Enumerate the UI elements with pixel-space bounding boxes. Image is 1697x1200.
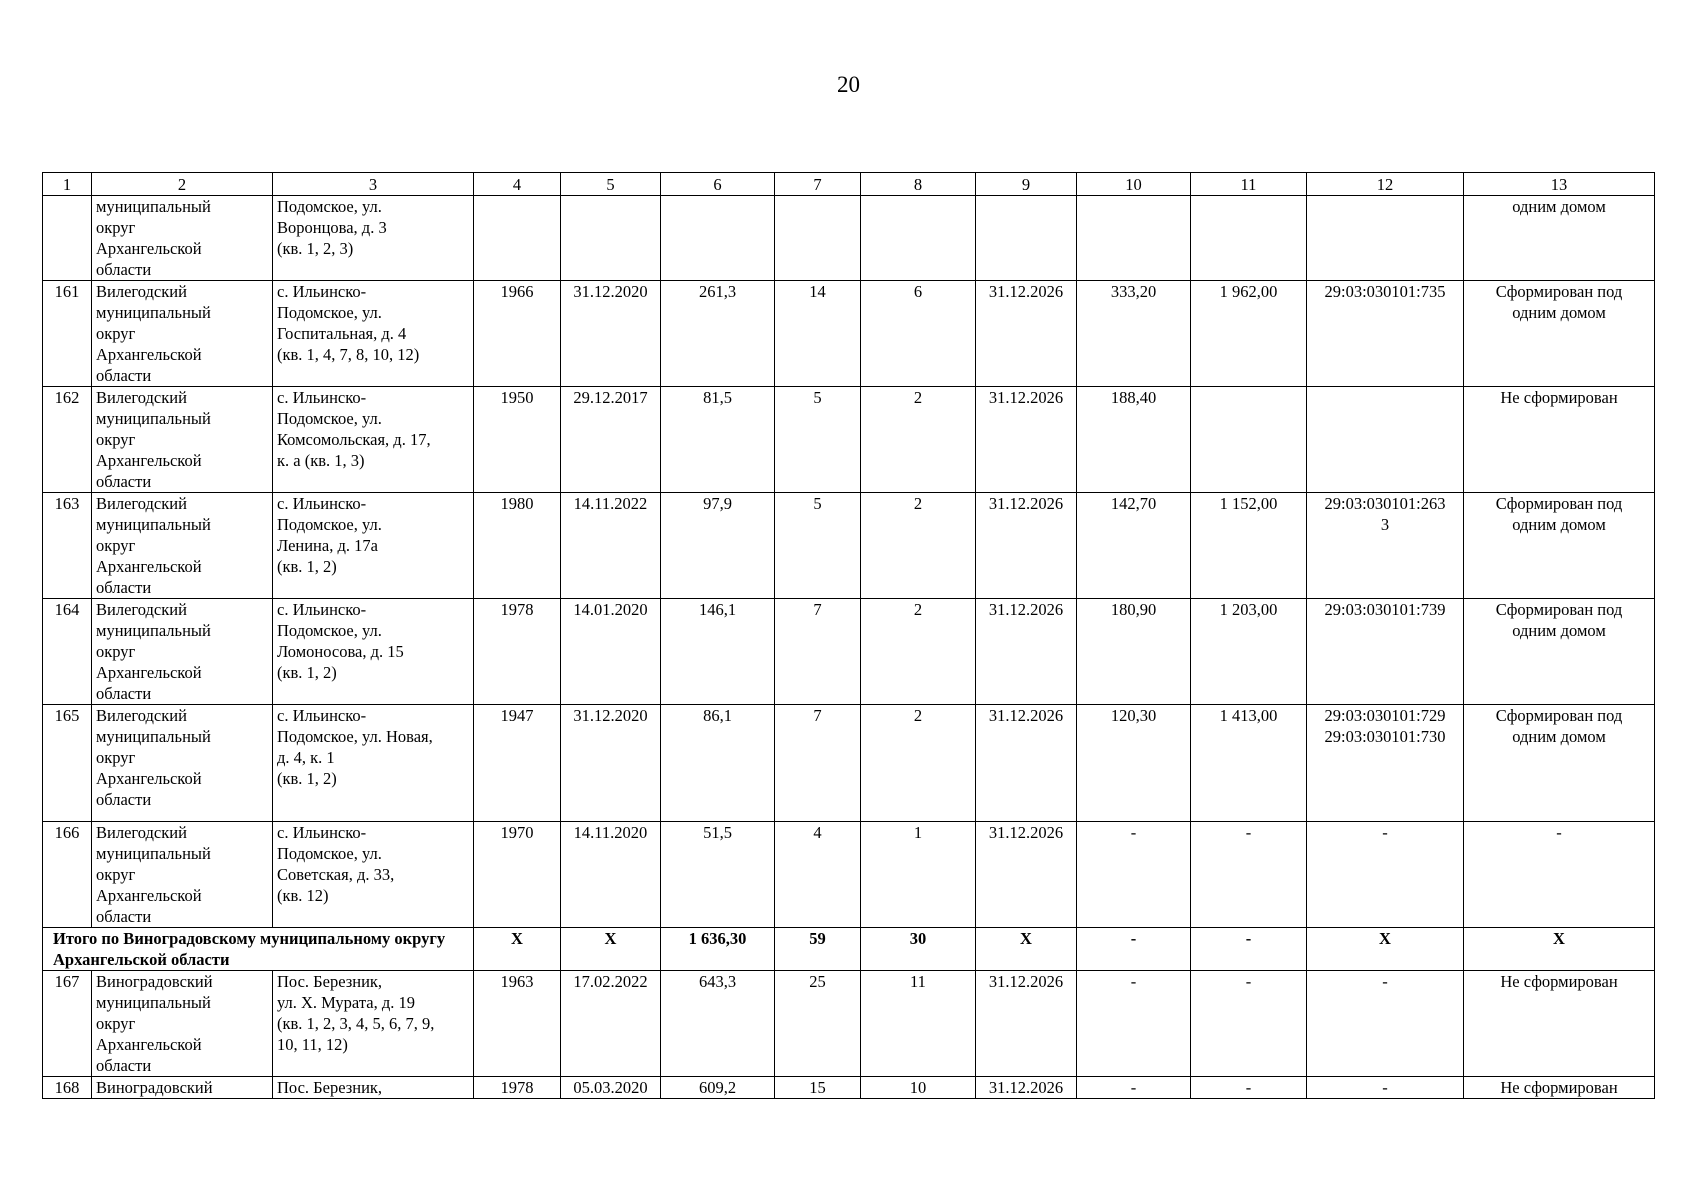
address-line: Подомское, ул. — [277, 197, 382, 216]
municipality-line: Вилегодский — [96, 706, 187, 725]
land-status — [1464, 387, 1655, 493]
table-row — [43, 971, 1655, 1077]
flats: 10 — [861, 1077, 976, 1099]
col10-value: - — [1077, 822, 1191, 928]
address-line: (кв. 1, 4, 7, 8, 10, 12) — [277, 345, 420, 364]
flats: 2 — [861, 387, 976, 493]
build-year: 1970 — [474, 822, 561, 928]
municipality-line: муниципальный — [96, 515, 211, 534]
municipality-line: Архангельской — [96, 557, 202, 576]
area: 81,5 — [661, 387, 775, 493]
municipality-line: муниципальный — [96, 409, 211, 428]
build-year: 1978 — [474, 1077, 561, 1099]
build-year: 1947 — [474, 705, 561, 822]
table-row — [43, 196, 1655, 281]
residents: 7 — [775, 599, 861, 705]
municipality-line: Вилегодский — [96, 600, 187, 619]
col11-value: 1 413,00 — [1191, 705, 1307, 822]
plan-date: 31.12.2026 — [976, 705, 1077, 822]
column-header-13: 13 — [1464, 173, 1655, 196]
land-status-line: Сформирован под — [1495, 494, 1623, 513]
cadastral-number — [1307, 971, 1464, 1077]
col11-value: - — [1191, 822, 1307, 928]
area: 146,1 — [661, 599, 775, 705]
residents — [775, 196, 861, 281]
table-row — [43, 599, 1655, 705]
build-year: 1978 — [474, 599, 561, 705]
address-line: Подомское, ул. — [277, 303, 382, 322]
residents: 25 — [775, 971, 861, 1077]
cadastral-number-line: - — [1382, 823, 1388, 842]
municipality-line: Вилегодский — [96, 388, 187, 407]
residents: 15 — [775, 1077, 861, 1099]
col11-value: - — [1191, 1077, 1307, 1099]
municipality-line: Вилегодский — [96, 823, 187, 842]
build-year: 1966 — [474, 281, 561, 387]
cadastral-number-line: 29:03:030101:263 — [1324, 494, 1446, 513]
address-line: Подомское, ул. — [277, 621, 382, 640]
land-status-line: одним домом — [1512, 621, 1606, 640]
cadastral-number-line: 3 — [1380, 515, 1390, 534]
municipality — [92, 196, 273, 281]
municipality-line: муниципальный — [96, 844, 211, 863]
col10-value: 180,90 — [1077, 599, 1191, 705]
municipality — [92, 281, 273, 387]
address — [273, 705, 474, 822]
address — [273, 822, 474, 928]
total-plan-date: X — [976, 928, 1077, 971]
column-header-12: 12 — [1307, 173, 1464, 196]
recognition-date: 14.11.2022 — [561, 493, 661, 599]
column-header-11: 11 — [1191, 173, 1307, 196]
cadastral-number — [1307, 196, 1464, 281]
cadastral-number — [1307, 387, 1464, 493]
total-cadastral-line: X — [1379, 929, 1391, 948]
land-status-line: Не сформирован — [1500, 972, 1618, 991]
total-year: X — [474, 928, 561, 971]
municipality-line: муниципальный — [96, 727, 211, 746]
col10-value: - — [1077, 971, 1191, 1077]
area: 97,9 — [661, 493, 775, 599]
address-line: Ломоносова, д. 15 — [277, 642, 404, 661]
total-cadastral — [1307, 928, 1464, 971]
address-line: к. а (кв. 1, 3) — [277, 451, 365, 470]
col10-value — [1077, 196, 1191, 281]
col10-value: 120,30 — [1077, 705, 1191, 822]
address-line: Подомское, ул. — [277, 515, 382, 534]
col11-value: 1 962,00 — [1191, 281, 1307, 387]
address-line: (кв. 1, 2, 3) — [277, 239, 354, 258]
col10-value: 142,70 — [1077, 493, 1191, 599]
municipality-line: Архангельской — [96, 663, 202, 682]
municipality-line: Виноградовский — [96, 1078, 213, 1097]
land-status — [1464, 281, 1655, 387]
municipality-line: области — [96, 366, 152, 385]
address — [273, 281, 474, 387]
municipality — [92, 1077, 273, 1099]
area: 86,1 — [661, 705, 775, 822]
address-line: (кв. 1, 2) — [277, 769, 337, 788]
col10-value: 333,20 — [1077, 281, 1191, 387]
municipality-line: области — [96, 790, 152, 809]
column-header-7: 7 — [775, 173, 861, 196]
flats — [861, 196, 976, 281]
municipality-line: области — [96, 578, 152, 597]
address-line: д. 4, к. 1 — [277, 748, 335, 767]
plan-date: 31.12.2026 — [976, 387, 1077, 493]
address-line: Госпитальная, д. 4 — [277, 324, 407, 343]
municipality-line: Архангельской — [96, 886, 202, 905]
flats: 2 — [861, 705, 976, 822]
table-row — [43, 705, 1655, 822]
col11-value — [1191, 196, 1307, 281]
column-header-5: 5 — [561, 173, 661, 196]
row-number: 165 — [43, 705, 92, 822]
municipality-line: муниципальный — [96, 303, 211, 322]
table-row — [43, 822, 1655, 928]
municipality-line: округ — [96, 430, 136, 449]
column-header-10: 10 — [1077, 173, 1191, 196]
residents: 5 — [775, 493, 861, 599]
address-line: Ленина, д. 17а — [277, 536, 378, 555]
address — [273, 493, 474, 599]
flats: 2 — [861, 599, 976, 705]
address-line: Пос. Березник, — [277, 1078, 383, 1097]
address-line: с. Ильинско- — [277, 494, 367, 513]
cadastral-number — [1307, 599, 1464, 705]
table-row — [43, 387, 1655, 493]
municipality-line: Архангельской — [96, 239, 202, 258]
area — [661, 196, 775, 281]
cadastral-number-line: - — [1382, 972, 1388, 991]
total-col11: - — [1191, 928, 1307, 971]
address — [273, 196, 474, 281]
col11-value — [1191, 387, 1307, 493]
total-date: X — [561, 928, 661, 971]
land-status-line: Сформирован под — [1495, 600, 1623, 619]
municipality-line: округ — [96, 1014, 136, 1033]
address-line: 10, 11, 12) — [277, 1035, 348, 1054]
municipality-line: области — [96, 684, 152, 703]
address-line: (кв. 1, 2, 3, 4, 5, 6, 7, 9, — [277, 1014, 435, 1033]
row-number — [43, 196, 92, 281]
municipality-line: области — [96, 472, 152, 491]
residents: 4 — [775, 822, 861, 928]
municipality-line: муниципальный — [96, 197, 211, 216]
address-line: Подомское, ул. — [277, 844, 382, 863]
address-line: с. Ильинско- — [277, 388, 367, 407]
col11-value: 1 203,00 — [1191, 599, 1307, 705]
column-number-row — [43, 173, 1655, 196]
recognition-date: 31.12.2020 — [561, 705, 661, 822]
land-status — [1464, 599, 1655, 705]
land-status-line: - — [1556, 823, 1562, 842]
cadastral-number-line: 29:03:030101:739 — [1324, 600, 1446, 619]
land-status-line: одним домом — [1512, 303, 1606, 322]
address — [273, 971, 474, 1077]
address-line: Воронцова, д. 3 — [277, 218, 387, 237]
municipality-line: области — [96, 907, 152, 926]
flats: 11 — [861, 971, 976, 1077]
municipality-line: округ — [96, 642, 136, 661]
land-status — [1464, 1077, 1655, 1099]
address-line: Пос. Березник, — [277, 972, 383, 991]
table-row — [43, 1077, 1655, 1099]
recognition-date: 05.03.2020 — [561, 1077, 661, 1099]
municipality-line: области — [96, 260, 152, 279]
total-status-line: X — [1553, 929, 1565, 948]
build-year: 1950 — [474, 387, 561, 493]
municipality-line: Виноградовский — [96, 972, 213, 991]
municipality — [92, 705, 273, 822]
row-number: 166 — [43, 822, 92, 928]
cadastral-number — [1307, 822, 1464, 928]
land-status-line: Сформирован под — [1495, 282, 1623, 301]
cadastral-number — [1307, 1077, 1464, 1099]
row-number: 167 — [43, 971, 92, 1077]
municipality-line: округ — [96, 748, 136, 767]
area: 261,3 — [661, 281, 775, 387]
address — [273, 387, 474, 493]
address — [273, 1077, 474, 1099]
municipality-line: Архангельской — [96, 1035, 202, 1054]
address-line: Подомское, ул. — [277, 409, 382, 428]
municipality-line: Вилегодский — [96, 282, 187, 301]
address-line: Подомское, ул. Новая, — [277, 727, 433, 746]
address-line: с. Ильинско- — [277, 600, 367, 619]
municipality-line: Вилегодский — [96, 494, 187, 513]
recognition-date: 14.01.2020 — [561, 599, 661, 705]
land-status — [1464, 705, 1655, 822]
cadastral-number-line: - — [1382, 1078, 1388, 1097]
total-residents: 59 — [775, 928, 861, 971]
total-area: 1 636,30 — [661, 928, 775, 971]
municipality-line: Архангельской — [96, 769, 202, 788]
municipality-line: округ — [96, 536, 136, 555]
col11-value: 1 152,00 — [1191, 493, 1307, 599]
address-line: Комсомольская, д. 17, — [277, 430, 431, 449]
address — [273, 599, 474, 705]
address-line: с. Ильинско- — [277, 706, 367, 725]
flats: 2 — [861, 493, 976, 599]
cadastral-number-line: 29:03:030101:735 — [1324, 282, 1446, 301]
recognition-date: 31.12.2020 — [561, 281, 661, 387]
build-year: 1980 — [474, 493, 561, 599]
column-header-9: 9 — [976, 173, 1077, 196]
land-status-line: Не сформирован — [1500, 1078, 1618, 1097]
address-line: (кв. 12) — [277, 886, 329, 905]
residents: 14 — [775, 281, 861, 387]
residents: 5 — [775, 387, 861, 493]
cadastral-number-line: 29:03:030101:730 — [1324, 727, 1446, 746]
municipality-line: округ — [96, 218, 136, 237]
col10-value: 188,40 — [1077, 387, 1191, 493]
column-header-2: 2 — [92, 173, 273, 196]
flats: 1 — [861, 822, 976, 928]
row-number: 162 — [43, 387, 92, 493]
municipality-line: муниципальный — [96, 621, 211, 640]
row-number: 163 — [43, 493, 92, 599]
land-status-line: Сформирован под — [1495, 706, 1623, 725]
recognition-date: 14.11.2020 — [561, 822, 661, 928]
page-number: 20 — [837, 72, 860, 97]
plan-date: 31.12.2026 — [976, 493, 1077, 599]
municipality — [92, 599, 273, 705]
total-flats: 30 — [861, 928, 976, 971]
total-col10: - — [1077, 928, 1191, 971]
plan-date: 31.12.2026 — [976, 971, 1077, 1077]
land-status-line: одним домом — [1512, 727, 1606, 746]
area: 643,3 — [661, 971, 775, 1077]
land-status — [1464, 196, 1655, 281]
cadastral-number — [1307, 281, 1464, 387]
plan-date — [976, 196, 1077, 281]
address-line: (кв. 1, 2) — [277, 663, 337, 682]
build-year: 1963 — [474, 971, 561, 1077]
row-number: 168 — [43, 1077, 92, 1099]
housing-registry-table — [42, 172, 1655, 1099]
area: 51,5 — [661, 822, 775, 928]
municipality — [92, 387, 273, 493]
land-status-line: одним домом — [1512, 515, 1606, 534]
col10-value: - — [1077, 1077, 1191, 1099]
row-number: 161 — [43, 281, 92, 387]
row-number: 164 — [43, 599, 92, 705]
column-header-4: 4 — [474, 173, 561, 196]
build-year — [474, 196, 561, 281]
recognition-date: 29.12.2017 — [561, 387, 661, 493]
total-label: Итого по Виноградовскому муниципальному округу Архангельской области — [43, 928, 474, 971]
total-row — [43, 928, 1655, 971]
land-status — [1464, 822, 1655, 928]
land-status-line: одним домом — [1512, 197, 1606, 216]
municipality-line: Архангельской — [96, 451, 202, 470]
column-header-3: 3 — [273, 173, 474, 196]
address-line: (кв. 1, 2) — [277, 557, 337, 576]
municipality-line: области — [96, 1056, 152, 1075]
recognition-date: 17.02.2022 — [561, 971, 661, 1077]
column-header-6: 6 — [661, 173, 775, 196]
residents: 7 — [775, 705, 861, 822]
municipality — [92, 822, 273, 928]
area: 609,2 — [661, 1077, 775, 1099]
table-row — [43, 281, 1655, 387]
column-header-1: 1 — [43, 173, 92, 196]
land-status — [1464, 971, 1655, 1077]
municipality-line: округ — [96, 865, 136, 884]
plan-date: 31.12.2026 — [976, 599, 1077, 705]
land-status — [1464, 493, 1655, 599]
flats: 6 — [861, 281, 976, 387]
municipality-line: Архангельской — [96, 345, 202, 364]
plan-date: 31.12.2026 — [976, 1077, 1077, 1099]
col11-value: - — [1191, 971, 1307, 1077]
address-line: Советская, д. 33, — [277, 865, 395, 884]
cadastral-number-line: 29:03:030101:729 — [1324, 706, 1446, 725]
cadastral-number — [1307, 493, 1464, 599]
address-line: ул. Х. Мурата, д. 19 — [277, 993, 415, 1012]
land-status-line: Не сформирован — [1500, 388, 1618, 407]
plan-date: 31.12.2026 — [976, 822, 1077, 928]
plan-date: 31.12.2026 — [976, 281, 1077, 387]
total-status — [1464, 928, 1655, 971]
cadastral-number — [1307, 705, 1464, 822]
municipality — [92, 493, 273, 599]
municipality-line: муниципальный — [96, 993, 211, 1012]
address-line: с. Ильинско- — [277, 823, 367, 842]
address-line: с. Ильинско- — [277, 282, 367, 301]
table-body — [43, 196, 1655, 1099]
municipality — [92, 971, 273, 1077]
column-header-8: 8 — [861, 173, 976, 196]
municipality-line: округ — [96, 324, 136, 343]
recognition-date — [561, 196, 661, 281]
table-row — [43, 493, 1655, 599]
